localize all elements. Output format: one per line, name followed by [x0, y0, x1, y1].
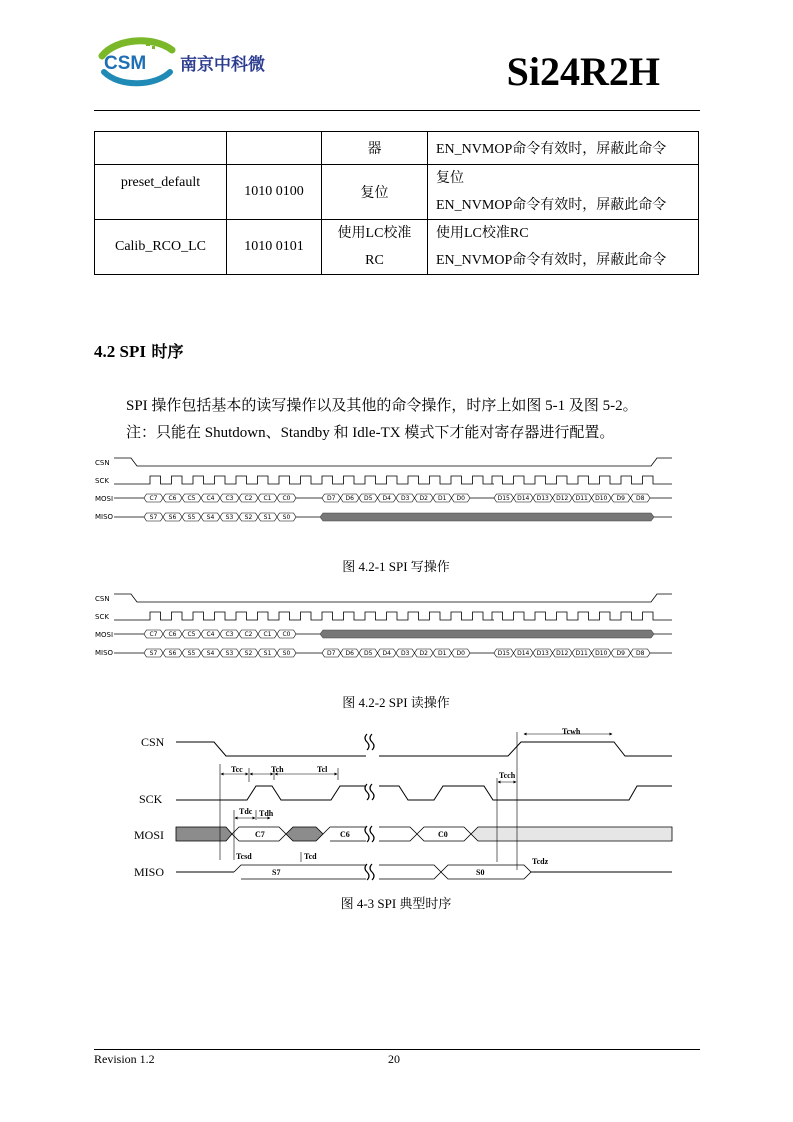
table-row — [95, 132, 699, 165]
signal-label: SCK — [95, 613, 109, 621]
document-title: Si24R2H — [506, 49, 660, 94]
bus-cell-text: D8 — [636, 495, 645, 502]
sck-trace — [176, 786, 672, 800]
table-cell: 1010 0100 — [227, 165, 322, 220]
bus-cell-text: D7 — [327, 495, 336, 502]
bus-cell-text: S1 — [263, 650, 272, 657]
param-label: Tcd — [304, 852, 317, 861]
signal-label: MOSI — [134, 828, 165, 842]
logo-text: CSM — [104, 53, 147, 74]
bus-cell-text: D2 — [419, 495, 428, 502]
timing-arrows — [221, 734, 612, 818]
revision-label: Revision 1.2 — [94, 1052, 155, 1066]
csn-trace — [176, 742, 672, 756]
bus-cell-text: D7 — [327, 650, 336, 657]
spi-read-waveform — [94, 590, 674, 662]
miso-bus — [176, 865, 672, 879]
bus-cell-text: C3 — [225, 495, 234, 502]
bus-cell-text: D8 — [636, 650, 645, 657]
bus-cell-text: S1 — [263, 514, 272, 521]
bus-cell-text: D15 — [497, 650, 510, 657]
bus-cell-text: S0 — [476, 868, 485, 877]
bus-cell-text: C4 — [206, 631, 215, 638]
paragraph: 注：只能在 Shutdown、Standby 和 Idle-TX 模式下才能对寄存器进行配置。 — [126, 425, 615, 441]
bus-cell-text: C0 — [438, 830, 448, 839]
table-cell: EN_NVMOP命令有效时，屏蔽此命令 — [428, 132, 699, 165]
param-label: Tcch — [499, 771, 516, 780]
miso-bus — [114, 649, 672, 657]
paragraph: SPI 操作包括基本的读写操作以及其他的命令操作，时序上如图 5-1 及图 5-2。 — [126, 398, 638, 414]
bus-cell-text: S3 — [225, 650, 234, 657]
desc-line: 复位 — [436, 171, 464, 186]
figure-caption: 图 4.2-2 SPI 读操作 — [342, 695, 450, 710]
bus-cell-text: S5 — [187, 514, 196, 521]
bus-cell-text: S6 — [168, 514, 177, 521]
company-logo — [96, 36, 306, 88]
desc-line: 使用LC校准RC — [436, 226, 529, 241]
signal-label: MISO — [134, 865, 165, 879]
spi-write-waveform — [94, 454, 674, 526]
signal-label: CSN — [95, 459, 110, 467]
miso-bus — [114, 513, 672, 521]
table-cell — [227, 132, 322, 165]
bus-cell-text: S7 — [149, 650, 158, 657]
bus-cell-text: D0 — [456, 495, 465, 502]
bus-cell-text: C2 — [244, 631, 253, 638]
bus-cell-text: C2 — [244, 495, 253, 502]
bus-cell-text: D1 — [438, 495, 447, 502]
bus-cell-text: D14 — [517, 650, 530, 657]
company-name: 南京中科微 — [180, 55, 265, 75]
bus-cell-text: S7 — [272, 868, 281, 877]
bus-cell-text: S3 — [225, 514, 234, 521]
bus-cell-text: D6 — [345, 650, 354, 657]
bus-cell-text: D3 — [401, 650, 410, 657]
bus-cell-text: S4 — [206, 514, 215, 521]
bus-cell — [441, 865, 531, 879]
bus-dontcare — [320, 630, 654, 638]
sck-path — [114, 612, 672, 620]
table-cell — [428, 165, 699, 220]
bus-cell-text: D4 — [382, 650, 391, 657]
bus-cell-text: C1 — [263, 495, 272, 502]
bus-cell-text: D2 — [419, 650, 428, 657]
figure-caption: 图 4-3 SPI 典型时序 — [340, 896, 452, 911]
bus-cell-text: D11 — [575, 495, 588, 502]
bus-cell-text: S0 — [282, 650, 291, 657]
bus-cell-text: S5 — [187, 650, 196, 657]
signal-label: CSN — [141, 735, 165, 749]
command-table — [94, 131, 699, 275]
bus-cell-text: D6 — [345, 495, 354, 502]
table-cell: preset_default — [95, 165, 227, 220]
table-cell — [95, 132, 227, 165]
param-label: Tcsd — [236, 852, 252, 861]
table-cell: Calib_RCO_LC — [95, 220, 227, 275]
signal-label: MOSI — [95, 495, 114, 503]
bus-dontcare — [320, 513, 654, 521]
header-divider — [94, 110, 700, 111]
break-mark — [365, 734, 374, 880]
figure-caption: 图 4.2-1 SPI 写操作 — [342, 559, 450, 574]
table-cell: 器 — [322, 132, 428, 165]
bus-cell — [234, 865, 441, 879]
bus-cell-text: S0 — [282, 514, 291, 521]
bus-cell-text: D12 — [556, 495, 569, 502]
bus-cell-text: S4 — [206, 650, 215, 657]
bus-cell-text: D10 — [595, 650, 608, 657]
spi-timing-diagram — [94, 720, 694, 890]
bus-cell-text: D9 — [616, 495, 625, 502]
bus-cell-text: C7 — [149, 631, 158, 638]
bus-cell-text: D15 — [497, 495, 510, 502]
signal-label: SCK — [95, 477, 109, 485]
signal-label: CSN — [95, 595, 110, 603]
sck-trace — [114, 476, 672, 484]
bus-cell-text: C6 — [168, 631, 177, 638]
bus-cell-text: D14 — [517, 495, 530, 502]
param-label: Tcdz — [532, 857, 549, 866]
bus-cell-text: C0 — [282, 495, 291, 502]
table-cell: 复位 — [322, 165, 428, 220]
mosi-bus — [176, 827, 672, 841]
bus-cell-text: C3 — [225, 631, 234, 638]
bus-cell-text: D10 — [595, 495, 608, 502]
section-number: 4.2 SPI — [94, 342, 146, 361]
signal-label: SCK — [139, 792, 163, 806]
section-title: 时序 — [145, 342, 184, 361]
bus-cell-text: C6 — [340, 830, 350, 839]
param-label: Tdc — [239, 807, 253, 816]
func-line: 使用LC校准 — [337, 226, 412, 241]
page-number: 20 — [388, 1052, 400, 1066]
param-label: Tcwh — [562, 727, 581, 736]
bus-cell-text: C7 — [149, 495, 158, 502]
bus-cell-text: C7 — [255, 830, 265, 839]
sck-path — [114, 476, 672, 484]
bus-cell-text: C5 — [187, 495, 196, 502]
signal-label: MOSI — [95, 631, 114, 639]
bus-cell-text: C5 — [187, 631, 196, 638]
signal-label: MISO — [95, 649, 114, 657]
mosi-bus — [114, 630, 672, 638]
table-row — [95, 165, 699, 220]
param-label: Tch — [271, 765, 284, 774]
bus-cell-text: D13 — [536, 495, 549, 502]
bus-cell-text: C4 — [206, 495, 215, 502]
bus-cell-text: S2 — [244, 514, 253, 521]
csn-trace — [114, 594, 672, 602]
bus-cell-text: C1 — [263, 631, 272, 638]
section-heading — [94, 340, 184, 364]
bus-cell-text: S6 — [168, 650, 177, 657]
bus-cell-text: D0 — [456, 650, 465, 657]
param-label: Tdh — [259, 809, 274, 818]
bus-cell-text: C0 — [282, 631, 291, 638]
bus-cell-text: D5 — [364, 495, 373, 502]
bus-cell-text: D1 — [438, 650, 447, 657]
bus-cell-text: D5 — [364, 650, 373, 657]
desc-line: EN_NVMOP命令有效时，屏蔽此命令 — [436, 253, 667, 268]
bus-cell-text: D12 — [556, 650, 569, 657]
bus-cell-text: D9 — [616, 650, 625, 657]
desc-line: EN_NVMOP命令有效时，屏蔽此命令 — [436, 198, 667, 213]
param-label: Tcc — [231, 765, 243, 774]
signal-label: MISO — [95, 513, 114, 521]
bus-cell-text: C6 — [168, 495, 177, 502]
table-cell: 1010 0101 — [227, 220, 322, 275]
bus-cell-text: S7 — [149, 514, 158, 521]
table-cell — [322, 220, 428, 275]
table-row — [95, 220, 699, 275]
csn-trace — [114, 458, 672, 466]
bus-cell-text: D13 — [536, 650, 549, 657]
bus-cell-text: S2 — [244, 650, 253, 657]
mosi-bus — [114, 494, 672, 502]
bus-cell-text: D4 — [382, 495, 391, 502]
bus-cell-text: D11 — [575, 650, 588, 657]
footer-divider — [94, 1049, 700, 1050]
param-label: Tcl — [317, 765, 328, 774]
bus-cell-text: D3 — [401, 495, 410, 502]
func-line: RC — [365, 253, 384, 268]
table-cell — [428, 220, 699, 275]
sck-trace — [114, 612, 672, 620]
timing-guides — [220, 732, 517, 870]
